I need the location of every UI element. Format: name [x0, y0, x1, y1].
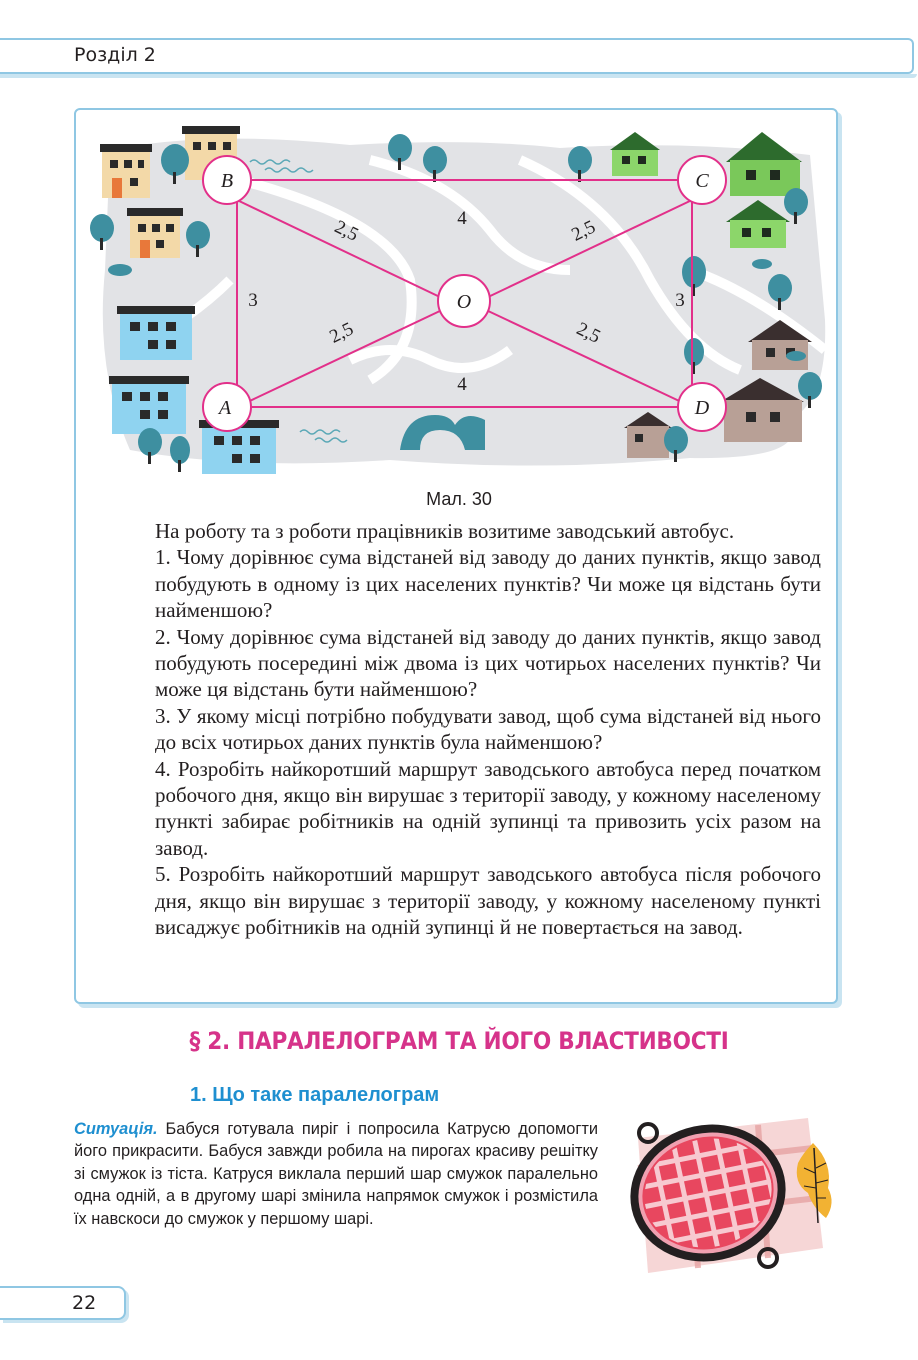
distance-CD: 3 [675, 290, 685, 311]
house-beige-1 [100, 144, 152, 198]
label-B: B [220, 170, 234, 192]
label-D: D [694, 397, 710, 419]
section-title: § 2. ПАРАЛЕЛОГРАМ ТА ЙОГО ВЛАСТИВОСТІ [189, 1027, 729, 1055]
map-illustration [90, 120, 830, 480]
distance-AD: 4 [457, 374, 467, 395]
label-O: O [456, 291, 472, 313]
distance-BC: 4 [457, 208, 467, 229]
situation-paragraph [74, 1118, 598, 1230]
house-blue-2 [109, 376, 189, 434]
task-question-3: 3. У якому місці потрібно побудувати завод, щоб сума відстаней від нього до всіх чотирьох даних пунктів була найменшою? [155, 703, 821, 755]
page-number-tab [0, 1286, 126, 1320]
label-C: C [695, 170, 709, 192]
pie-illustration [618, 1108, 848, 1278]
page-number: 22 [72, 1292, 97, 1314]
distance-CO: 2,5 [568, 216, 599, 246]
task-question-4: 4. Розробіть найкоротший маршрут заводського автобуса перед початком робочого дня, якщо він вирушає з території заводу, у кожному населеному пункті забирає робітників на одній зупинці та привозить усіх разом на завод. [155, 756, 821, 860]
section-label: Розділ 2 [74, 44, 156, 66]
figure-caption: Мал. 30 [426, 489, 492, 509]
house-green-2 [726, 132, 802, 196]
task-question-1: 1. Чому дорівнює сума відстаней від заводу до даних пунктів, якщо завод побудують в одному із цих населених пунктів? Чи може ця відстань бути найменшою? [155, 545, 821, 623]
label-A: A [218, 397, 232, 419]
subsection-title: 1. Що таке паралелограм [190, 1084, 440, 1106]
distance-AO: 2,5 [326, 318, 357, 348]
task-question-2: 2. Чому дорівнює сума відстаней від заводу до даних пунктів, якщо завод побудують посередині між двома із цих чотирьох населених пунктів? Чи може ця відстань бути найменшою? [155, 624, 821, 702]
situation-label: Ситуація. [74, 1120, 158, 1138]
distance-AB: 3 [248, 290, 258, 311]
house-green-1 [610, 132, 660, 176]
distance-BO: 2,5 [331, 216, 362, 246]
task-question-5: 5. Розробіть найкоротший маршрут заводського автобуса після робочого дня, якщо він вирушає з території заводу, у кожному населеному пункті висаджує робітників на одній зупинці й не повертається на завод. [155, 862, 821, 940]
house-beige-3 [127, 208, 183, 258]
situation-text: Бабуся готувала пиріг і попросила Катрусю допомогти його прикрасити. Бабуся завжди робила на пирогах красиву решітку зі смужок із тіста. Катруся виклала перший шар смужок паралельно одна одній, а в другому шарі змінила напрямок смужок і розмістила їх навскоси до смужок у першому шарі. [74, 1120, 599, 1228]
house-blue-1 [117, 306, 195, 360]
task-intro: На роботу та з роботи працівників возитиме заводський автобус. [155, 519, 735, 543]
task-text [155, 518, 821, 941]
distance-DO: 2,5 [573, 318, 604, 348]
